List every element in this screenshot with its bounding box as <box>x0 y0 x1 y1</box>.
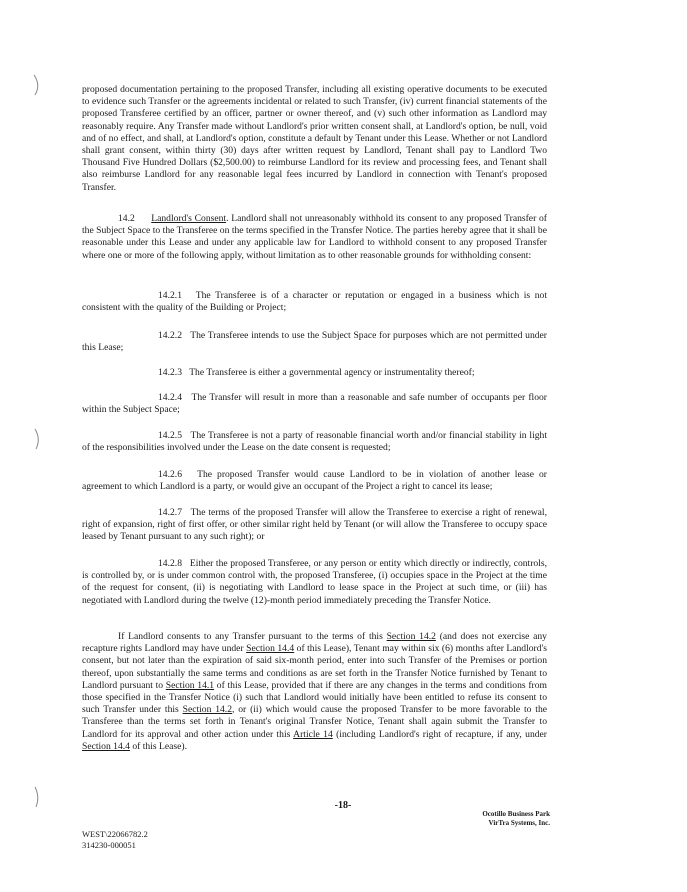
subsection-text: The Transfer will result in more than a reasonable and safe number of occupants per floor within the Subject Space; <box>82 392 547 416</box>
final-text-4: of this Lease, provided that if there are any changes in the terms and conditions from those specified in the Transfer Notice (i) such that Landlord would initially have been entitled to refuse its consent to such Transfer under this <box>82 679 547 716</box>
section-14-2-paragraph <box>82 213 547 262</box>
subsection-number: 14.2.2 <box>158 330 182 341</box>
subsection-14-2-2 <box>82 330 547 354</box>
punch-hole-mark-bottom <box>32 786 42 808</box>
subsection-text: The Transferee intends to use the Subject Space for purposes which are not permitted under this Lease; <box>82 330 547 354</box>
subsection-14-2-1 <box>82 290 547 314</box>
final-text-5: , or (ii) which would cause the proposed Transfer to be more favorable to the Transferee than the terms set forth in Tenant's original Transfer Notice, Tenant shall again submit the Transfer to Landlord for its approval and other action under this <box>82 704 547 740</box>
punch-hole-mark-top <box>32 74 42 96</box>
final-text-7: of this Lease). <box>129 740 187 752</box>
document-id <box>82 829 148 850</box>
subsection-number: 14.2.5 <box>158 430 182 441</box>
section-14-1-ref: Section 14.1 <box>165 679 215 691</box>
subsection-text: The Transferee is either a governmental agency or instrumentality thereof; <box>189 367 475 378</box>
subsection-text: The proposed Transfer would cause Landlord to be in violation of another lease or agreement to which Landlord is a party, or would give an occupant of the Project a right to cancel its lease; <box>82 469 547 493</box>
subsection-14-2-4 <box>82 392 547 416</box>
subsection-number: 14.2.1 <box>158 290 182 301</box>
subsection-14-2-6 <box>82 469 547 493</box>
final-text-1: If Landlord consents to any Transfer pursuant to the terms of this <box>118 631 387 642</box>
section-number: 14.2 <box>118 213 135 224</box>
subsection-number: 14.2.8 <box>158 558 182 569</box>
subsection-number: 14.2.7 <box>158 507 182 518</box>
subsection-14-2-3 <box>82 367 475 379</box>
page-number: -18- <box>334 800 352 811</box>
project-identifier <box>470 810 550 828</box>
punch-hole-mark-middle <box>32 428 42 450</box>
section-title: Landlord's Consent <box>151 213 227 224</box>
section-14-2-ref: Section 14.2 <box>386 631 436 642</box>
company-name: VirTra Systems, Inc. <box>488 819 550 827</box>
doc-id-line-2: 314230-000051 <box>82 839 136 850</box>
subsection-number: 14.2.3 <box>158 367 182 378</box>
project-name: Ocotillo Business Park <box>482 810 550 818</box>
body-text <box>82 0 547 800</box>
subsection-14-2-5 <box>82 430 547 454</box>
final-text-6: (including Landlord's right of recapture, if any, under <box>332 728 548 740</box>
final-text-3: of this Lease), Tenant may within six (6) months after Landlord's consent, but not later than the expiration of said six-month period, enter into such Transfer of the Premises or portion thereof, upon substantially the same terms and conditions as are set forth in the Transfer Notice furnished by Tenant to Landlord pursuant to <box>82 643 548 691</box>
subsection-text: The Transferee is not a party of reasonable financial worth and/or financial stability in light of the responsibilities involved under the Lease on the date consent is requested; <box>82 430 547 454</box>
subsection-text: The terms of the proposed Transfer will allow the Transferee to exercise a right of renewal, right of expansion, right of first offer, or other similar right held by Tenant (or will allow the Transferee to occupy space leased by Tenant pursuant to any such right); or <box>82 507 547 543</box>
article-14-ref: Article 14 <box>293 728 333 740</box>
subsection-text: The Transferee is of a character or reputation or engaged in a business which is not consistent with the quality of the Building or Project; <box>82 290 547 314</box>
subsection-number: 14.2.6 <box>158 469 182 480</box>
section-text: . Landlord shall not unreasonably withhold its consent to any proposed Transfer of the Subject Space to the Transferee on the terms specified in the Transfer Notice. The parties hereby agree that it shall be reasonable under this Lease and under any applicable law for Landlord to withhold consent to any proposed Transfer where one or more of the following apply, without limitation as to other reasonable grounds for withholding consent: <box>82 213 547 261</box>
section-14-4-ref: Section 14.4 <box>246 643 295 655</box>
subsection-number: 14.2.4 <box>158 392 182 403</box>
intro-paragraph: proposed documentation pertaining to the proposed Transfer, including all existing operative documents to be executed to evidence such Transfer or the agreements incidental or related to such Transfer, (iv) current financial statements of the proposed Transferee certified by an officer, partner or owner thereof, and (v) such other information as Landlord may reasonably require. Any Transfer made without Landlord's prior written consent shall, at Landlord's option, be null, void and of no effect, and shall, at Landlord's option, constitute a default by Tenant under this Lease. Whether or not Landlord shall grant consent, within thirty (30) days after written request by Landlord, Tenant shall pay to Landlord Two Thousand Five Hundred Dollars ($2,500.00) to reimburse Landlord for its review and processing fees, and Tenant shall also reimburse Landlord for any reasonable legal fees incurred by Landlord in connection with Tenant's proposed Transfer. <box>82 84 547 193</box>
subsection-14-2-7 <box>82 507 547 544</box>
subsection-14-2-8 <box>82 558 547 607</box>
section-14-2-ref-second: Section 14.2 <box>182 704 233 716</box>
consent-transfer-paragraph <box>82 631 547 753</box>
subsection-text: Either the proposed Transferee, or any person or entity which directly or indirectly, controls, is controlled by, or is under common control with, the proposed Transferee, (i) occupies space in the Project at the time of the request for consent, (ii) is negotiating with Landlord to lease space in the Project at such time, or (iii) has negotiated with Landlord during the twelve (12)-month period immediately preceding the Transfer Notice. <box>82 558 547 606</box>
doc-id-line-1: WEST\22066782.2 <box>82 829 148 839</box>
final-text-2: (and does not exercise any recapture rights Landlord may have under <box>82 631 547 655</box>
section-14-4-ref-second: Section 14.4 <box>82 740 130 752</box>
